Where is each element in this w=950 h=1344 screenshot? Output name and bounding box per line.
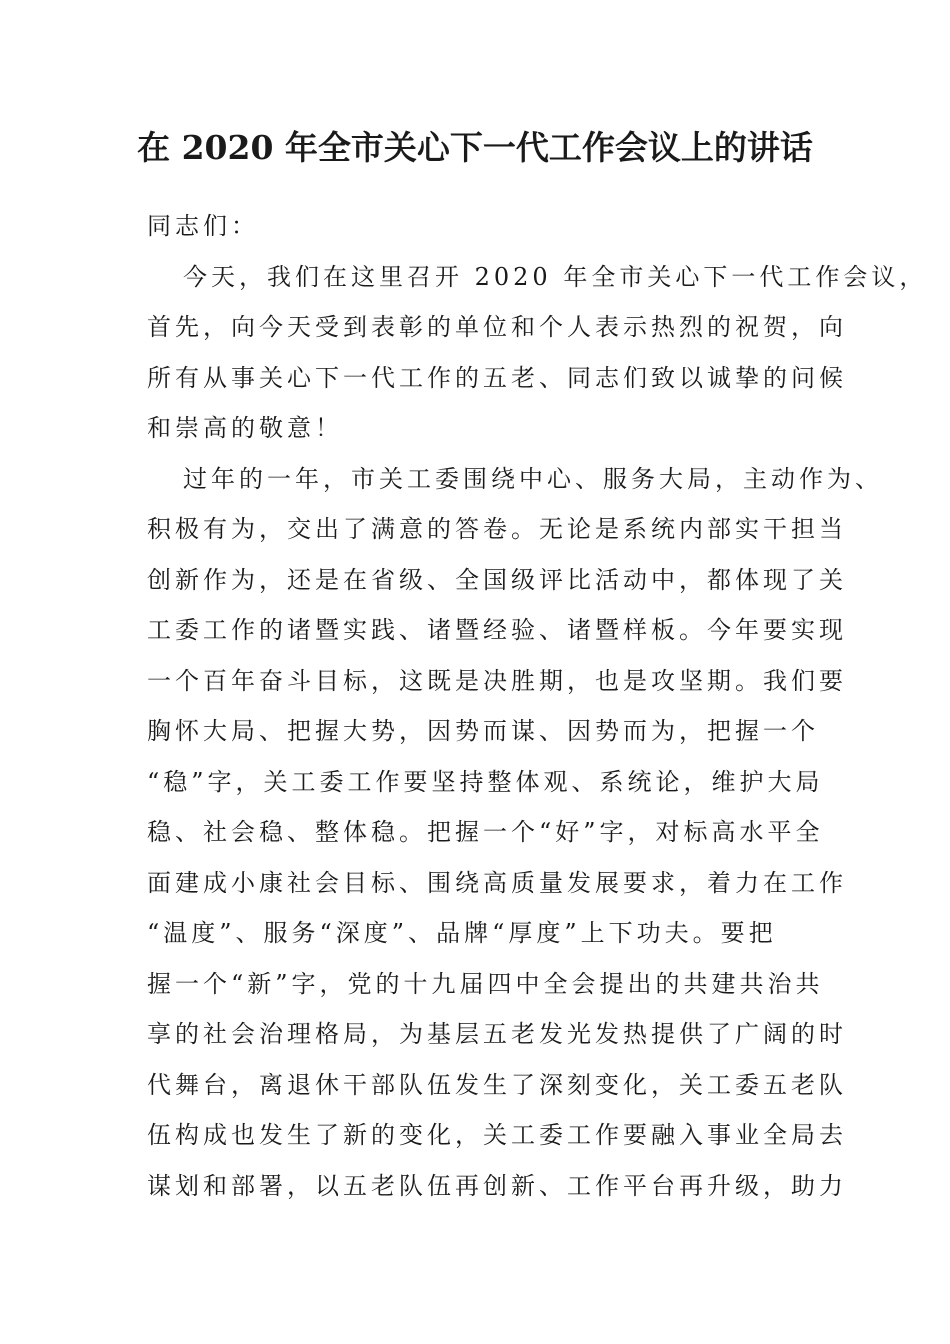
line-text: 过年的一年，市关工委围绕中心、服务大局，主动作为、 — [183, 464, 883, 493]
paragraph-line — [147, 252, 928, 303]
line-text: 今天，我们在这里召开 2020 年全市关心下一代工作会议， — [183, 262, 928, 291]
paragraph-2 — [147, 454, 883, 1212]
paragraph-line: 稳、社会稳、整体稳。把握一个“好”字，对标高水平全 — [147, 818, 824, 846]
paragraph-line — [147, 454, 883, 505]
paragraph-line: 面建成小康社会目标、围绕高质量发展要求，着力在工作 — [147, 868, 847, 897]
paragraph-line: “稳”字，关工委工作要坚持整体观、系统论，维护大局 — [147, 767, 824, 796]
paragraph-line: 享的社会治理格局，为基层五老发光发热提供了广阔的时 — [147, 1020, 847, 1048]
paragraph-line: 伍构成也发生了新的变化，关工委工作要融入事业全局去 — [147, 1121, 847, 1149]
paragraph-line: 谋划和部署，以五老队伍再创新、工作平台再升级，助力 — [147, 1171, 847, 1200]
paragraph-line: 握一个“新”字，党的十九届四中全会提出的共建共治共 — [147, 969, 824, 998]
paragraph-line: 所有从事关心下一代工作的五老、同志们致以诚挚的问候 — [147, 363, 847, 392]
paragraph-line: “温度”、服务“深度”、品牌“厚度”上下功夫。要把 — [147, 919, 777, 947]
salutation: 同志们： — [147, 212, 259, 240]
document-body — [147, 201, 928, 1211]
paragraph-line: 创新作为，还是在省级、全国级评比活动中，都体现了关 — [147, 565, 847, 594]
paragraph-line: 和崇高的敬意！ — [147, 414, 343, 442]
paragraph-line: 胸怀大局、把握大势，因势而谋、因势而为，把握一个 — [147, 717, 819, 745]
paragraph-1 — [147, 252, 928, 454]
paragraph-line: 工委工作的诸暨实践、诸暨经验、诸暨样板。今年要实现 — [147, 616, 847, 644]
paragraph-line: 代舞台，离退休干部队伍发生了深刻变化，关工委五老队 — [147, 1070, 847, 1099]
paragraph-line: 一个百年奋斗目标，这既是决胜期，也是攻坚期。我们要 — [147, 666, 847, 695]
paragraph-line: 积极有为，交出了满意的答卷。无论是系统内部实干担当 — [147, 515, 847, 543]
document-title: 在 2020 年全市关心下一代工作会议上的讲话 — [137, 128, 813, 167]
paragraph-line: 首先，向今天受到表彰的单位和个人表示热烈的祝贺，向 — [147, 313, 847, 341]
